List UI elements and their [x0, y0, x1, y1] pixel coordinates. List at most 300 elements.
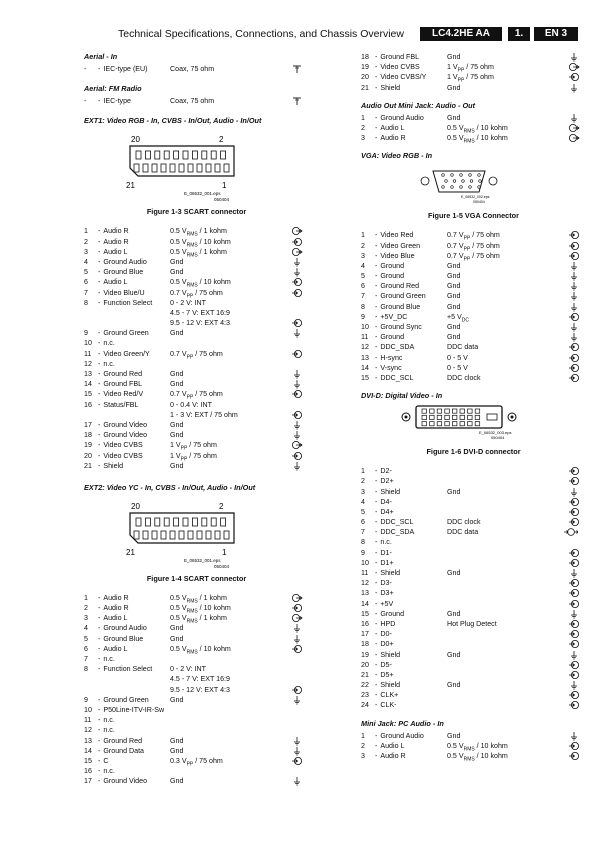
- vga-pin: [451, 186, 454, 189]
- pin-row: [84, 766, 309, 776]
- ground-icon: [568, 52, 580, 62]
- pin-signal-name: - P50Line-ITV-IR-Sw: [98, 705, 165, 714]
- pin-row: [361, 363, 586, 373]
- pin-row: [361, 113, 586, 123]
- pin-value: Gnd: [447, 650, 461, 659]
- dvi-pin: [430, 409, 435, 413]
- pin-number: 5: [84, 268, 88, 277]
- dvi-pin: [445, 409, 450, 413]
- signal-input-icon: [291, 451, 303, 461]
- dvi-pin: [422, 415, 427, 419]
- pin-row: [84, 64, 309, 74]
- pin-signal-name: - D3+: [375, 589, 394, 598]
- pin-signal-name: - D0+: [375, 640, 394, 649]
- scart-pin: [188, 164, 193, 172]
- pin-signal-name: - n.c.: [98, 359, 115, 368]
- pin-row: [84, 613, 309, 623]
- pin-number: 17: [84, 777, 92, 786]
- pin-signal-name: - Ground Green: [375, 292, 426, 301]
- pin-row: [84, 410, 309, 420]
- pin-label-text: D5+: [380, 670, 394, 679]
- signal-input-icon: [568, 548, 580, 558]
- pin-signal-name: - Ground FBL: [375, 53, 420, 61]
- pin-signal-name: - Video Red/V: [98, 390, 144, 399]
- scart-pin: [161, 164, 166, 172]
- pin-label-text: D1-: [380, 548, 392, 557]
- pc-audio-table: [361, 731, 586, 762]
- pin-number: 15: [84, 390, 92, 399]
- scart-pin: [134, 164, 139, 172]
- pin-value: 1 - 3 V: EXT / 75 ohm: [170, 410, 238, 419]
- pin-signal-name: - Ground Video: [98, 431, 148, 440]
- pin-value: 0.5 $V_{RMS} / 1$ kohm: [170, 227, 227, 238]
- pin-signal-name: - Ground Red: [98, 370, 143, 378]
- pin-row: [361, 629, 586, 639]
- signal-output-icon: [291, 593, 303, 603]
- pin-row: [84, 603, 309, 613]
- pin-signal-name: - Audio L: [375, 741, 405, 750]
- signal-input-icon: [291, 644, 303, 654]
- pin-signal-name: - Shield: [375, 681, 401, 690]
- pin-number: 11: [84, 716, 92, 725]
- pin-number: 4: [361, 497, 365, 506]
- pin-label-text: Ground Video: [103, 431, 148, 440]
- scart-pin: [206, 164, 211, 172]
- scart-pin: [202, 518, 207, 526]
- ground-icon: [291, 746, 303, 756]
- pin-value: Gnd: [170, 431, 184, 440]
- antenna-icon: [291, 96, 303, 106]
- pin-label-text: Audio R: [103, 593, 129, 602]
- pin-signal-name: - Ground Data: [98, 746, 144, 755]
- signal-input-icon: [568, 342, 580, 352]
- pin-value: Coax, 75 ohm: [170, 97, 215, 106]
- pin-row: [361, 558, 586, 568]
- pin-row: [361, 680, 586, 690]
- pin-number: 13: [361, 353, 369, 362]
- figure-date-label: 050404: [473, 200, 485, 205]
- pin-signal-name: - DDC_SDA: [375, 528, 415, 537]
- pin-label-text: D3-: [380, 579, 392, 588]
- signal-input-icon: [291, 288, 303, 298]
- antenna-icon: [291, 64, 303, 74]
- pin-row: [84, 685, 309, 695]
- pin-signal-name: - D5+: [375, 670, 394, 679]
- left-column: [84, 52, 309, 786]
- vga-figure: [361, 163, 586, 207]
- signal-input-icon: [568, 670, 580, 680]
- signal-input-icon: [568, 251, 580, 261]
- pin-number: -: [84, 65, 87, 73]
- scart-pin: [179, 164, 184, 172]
- pin-number: 14: [84, 380, 92, 389]
- pin-number: 7: [361, 292, 365, 301]
- scart-pin: [136, 151, 141, 159]
- pin-row: [361, 619, 586, 629]
- pin-label-text: DDC_SDA: [380, 528, 415, 537]
- pin-row: [84, 400, 309, 410]
- pin-label-text: Ground Audio: [380, 731, 424, 740]
- pin-label-text: Video Green/Y: [103, 349, 150, 358]
- scart-connector-diagram: [84, 128, 309, 203]
- vga-pin: [442, 174, 445, 177]
- pin-label-text: Audio L: [103, 614, 128, 623]
- pin-value: 0.5 $V_{RMS} / 1$ kohm: [170, 593, 227, 605]
- pin-signal-name: - Video Blue: [375, 251, 415, 260]
- pin-label-text: Shield: [380, 487, 401, 496]
- pin-label-text: Ground FBL: [380, 53, 420, 61]
- pin-value: 0.5 $V_{RMS} / 10$ kohm: [170, 604, 231, 615]
- scart-outline: [130, 146, 234, 176]
- pin-row: [84, 715, 309, 725]
- scart-pin: [174, 151, 179, 159]
- pin-label-text: V-sync: [380, 363, 402, 372]
- scart-pin: [152, 164, 157, 172]
- dvi-pin: [468, 415, 473, 419]
- scart-pin: [211, 518, 216, 526]
- pin-value: Gnd: [170, 461, 184, 470]
- signal-input-icon: [568, 517, 580, 527]
- pin-label-text: D5-: [380, 660, 392, 669]
- pin-row: [84, 746, 309, 756]
- pin-value: 0.7 $V_{PP} / 75$ ohm: [170, 349, 223, 361]
- dvi-pin: [422, 422, 427, 426]
- ground-icon: [291, 379, 303, 389]
- pin-row: [361, 650, 586, 660]
- signal-input-icon: [291, 389, 303, 399]
- signal-input-icon: [291, 237, 303, 247]
- signal-input-icon: [568, 497, 580, 507]
- pin-row: [84, 288, 309, 298]
- vga-pin: [469, 174, 472, 177]
- scart-pin: [197, 164, 202, 172]
- pin-label-text: +5V: [380, 599, 394, 608]
- scart-pin: [215, 531, 220, 539]
- pin-signal-name: - CLK+: [375, 691, 399, 700]
- pin-label-text: C: [103, 756, 109, 765]
- pin-label-text: Ground Red: [103, 370, 143, 378]
- pin-row: [361, 312, 586, 322]
- pin-row: [361, 302, 586, 312]
- dvi-pin: [452, 409, 457, 413]
- dvi-pin: [430, 415, 435, 419]
- pin-row: [361, 751, 586, 761]
- pin-signal-name: - DDC_SCL: [375, 518, 414, 527]
- pin-number: 19: [361, 650, 369, 659]
- pin-number: 1: [361, 231, 365, 240]
- ground-icon: [291, 695, 303, 705]
- pin-value: Gnd: [170, 746, 184, 755]
- pin-label-text: +5V_DC: [380, 312, 408, 321]
- signal-input-icon: [568, 619, 580, 629]
- pin-value: Gnd: [447, 261, 461, 270]
- pin-row: [84, 369, 309, 379]
- vga-pin: [479, 180, 482, 183]
- pin-row: [84, 349, 309, 359]
- pin-signal-name: - Audio L: [375, 123, 405, 132]
- dvi-pin: [468, 422, 473, 426]
- pin-row: [361, 527, 586, 537]
- pin-number: 16: [361, 619, 369, 628]
- pin-value: Gnd: [170, 695, 184, 704]
- pin-value: 0.5 $V_{RMS} / 1$ kohm: [170, 614, 227, 625]
- pin-row: [361, 322, 586, 332]
- model-badge: LC4.2HE AA: [420, 27, 502, 41]
- pin-number: 13: [361, 589, 369, 598]
- dvi-pin: [445, 415, 450, 419]
- ground-icon: [291, 461, 303, 471]
- aerial-fm-table: [84, 96, 309, 106]
- pin-label-text: Ground Audio: [103, 624, 147, 633]
- pin-label-text: D0+: [380, 640, 394, 649]
- signal-input-icon: [568, 507, 580, 517]
- pin-number: 18: [361, 640, 369, 649]
- pin-number: 22: [361, 681, 369, 690]
- pin-number: 19: [84, 441, 92, 450]
- ground-icon: [568, 680, 580, 690]
- signal-input-icon: [568, 741, 580, 751]
- pin-value: Gnd: [170, 329, 184, 338]
- pin-signal-name: - Shield: [375, 650, 401, 659]
- pin-signal-name: - Audio L: [98, 278, 128, 287]
- pin-label-text: Ground: [380, 261, 405, 270]
- dvi-pin-table: [361, 466, 586, 711]
- figure-file-label: E_06532_001.eps: [184, 557, 221, 563]
- pin-row: [84, 328, 309, 338]
- pin-value: Gnd: [170, 634, 184, 643]
- pin-row: [361, 670, 586, 680]
- pin-row: [361, 507, 586, 517]
- pin-row: [361, 251, 586, 261]
- pin-number: 24: [361, 701, 369, 710]
- figure-file-label: E_06532_002.eps: [461, 195, 490, 200]
- pin-signal-name: - +5V_DC: [375, 312, 408, 321]
- pin-row: [361, 517, 586, 527]
- pin-row: [84, 776, 309, 786]
- pin-value: 4.5 - 7 V: EXT 16:9: [170, 308, 230, 317]
- pin-row: [84, 623, 309, 633]
- ground-icon: [291, 369, 303, 379]
- pin-signal-name: - Ground Video: [98, 420, 148, 429]
- pin-signal-name: - D4-: [375, 497, 392, 506]
- pin-row: [361, 741, 586, 751]
- figure-caption: Figure 1-5 VGA Connector: [428, 211, 519, 221]
- pin-label-text: D2-: [380, 467, 392, 476]
- pin-signal-name: - Ground Red: [98, 736, 143, 745]
- pin-number: 2: [84, 237, 88, 246]
- dvi-pin: [475, 409, 480, 413]
- pin-label-text: Ground Data: [103, 746, 144, 755]
- pin-number: 1: [361, 467, 365, 476]
- signal-output-icon: [568, 62, 580, 72]
- pin-value: 0.5 $V_{RMS} / 1$ kohm: [170, 247, 227, 259]
- pin-row: [84, 440, 309, 450]
- dvi-pin: [475, 422, 480, 426]
- ground-icon: [568, 650, 580, 660]
- pin-row: [84, 257, 309, 267]
- section-title-audio-out: Audio Out Mini Jack: Audio - Out: [361, 100, 476, 110]
- pin-label-text: Video CVBS/Y: [380, 73, 427, 82]
- pin-number: 13: [84, 736, 92, 745]
- pin-row: [84, 674, 309, 684]
- pin-signal-name: - n.c.: [375, 538, 392, 547]
- pin-row: [361, 123, 586, 133]
- pin-row: [361, 660, 586, 670]
- ground-icon: [568, 291, 580, 301]
- pin-number: 10: [361, 323, 369, 331]
- vga-pin-table: [361, 230, 586, 383]
- pin-signal-name: - Audio L: [98, 614, 128, 623]
- vga-pins: [442, 174, 482, 189]
- signal-output-icon: [291, 440, 303, 450]
- pin-number: 15: [84, 756, 92, 765]
- pin-signal-name: - Function Select: [98, 298, 153, 307]
- pin-label-text: Ground Audio: [103, 257, 147, 266]
- signal-input-icon: [568, 751, 580, 761]
- dvi-pin: [437, 409, 442, 413]
- scart-pin: [211, 151, 216, 159]
- pin-label-text: D3+: [380, 589, 394, 598]
- pin-number: 5: [361, 507, 365, 516]
- pin-label-text: Function Select: [103, 665, 153, 674]
- pin-row: [84, 247, 309, 257]
- pin-row: [84, 267, 309, 277]
- pin-label-text: D1+: [380, 558, 394, 567]
- pin-signal-name: - +5V: [375, 599, 394, 608]
- pin-signal-name: - Ground Blue: [98, 634, 144, 643]
- pin-label-text: DDC_SCL: [380, 518, 414, 527]
- section-title-aerial-fm: Aerial: FM Radio: [84, 84, 142, 94]
- scart-pin: [161, 531, 166, 539]
- pin-number: 2: [361, 241, 365, 250]
- pin-row: [361, 599, 586, 609]
- pin-label-text: Shield: [380, 650, 401, 659]
- pin-row: [361, 353, 586, 363]
- pin-label-text: Shield: [103, 461, 124, 470]
- ground-icon: [568, 487, 580, 497]
- pin-label-text: Ground Green: [103, 329, 149, 338]
- pin-label-text: Ground FBL: [103, 380, 143, 389]
- pin-label-text: Ground Video: [103, 420, 148, 429]
- scart-pin: [188, 531, 193, 539]
- figure-date-label: 050404: [214, 197, 230, 203]
- pin-row: [361, 537, 586, 547]
- figure-date-label: 050404: [491, 435, 505, 441]
- pin-row: [84, 451, 309, 461]
- pin-row: [361, 690, 586, 700]
- signal-input-icon: [568, 363, 580, 373]
- pin-label: 2: [219, 501, 224, 511]
- pin-value: Gnd: [170, 268, 184, 277]
- pin-row-top: [136, 518, 226, 526]
- pin-label-text: Ground Blue: [103, 634, 144, 643]
- pin-row: [84, 338, 309, 348]
- section-title-ext2: EXT2: Video YC - In, CVBS - In/Out, Audio - In/Out: [84, 482, 256, 492]
- pin-number: 12: [361, 579, 369, 588]
- pin-signal-name: - Audio L: [98, 644, 128, 653]
- pin-number: 5: [361, 272, 365, 281]
- pin-number: 19: [361, 63, 369, 72]
- vga-pin: [460, 174, 463, 177]
- pin-signal-name: - Video Red: [375, 231, 414, 240]
- scart-pin: [202, 151, 207, 159]
- dvi-pin: [445, 422, 450, 426]
- pin-row: [84, 430, 309, 440]
- pin-row: [361, 261, 586, 271]
- pin-label-text: Audio L: [103, 644, 128, 653]
- pin-row: [361, 52, 586, 62]
- pin-signal-name: - IEC-type (EU): [98, 65, 148, 73]
- pin-signal-name: - Ground Audio: [375, 731, 424, 740]
- vga-pin: [442, 186, 445, 189]
- scart-pin: [170, 531, 175, 539]
- pin-signal-name: - Ground Green: [98, 329, 149, 338]
- scart-pin: [215, 164, 220, 172]
- pin-signal-name: - IEC-type: [98, 97, 131, 106]
- pin-signal-name: - Audio R: [375, 752, 406, 760]
- pin-value: Gnd: [170, 624, 184, 633]
- pin-number: 5: [84, 634, 88, 643]
- pin-signal-name: - Ground: [375, 609, 405, 618]
- pin-signal-name: - D3-: [375, 579, 392, 588]
- pin-label-text: D4+: [380, 507, 394, 516]
- pin-row: [84, 664, 309, 674]
- pin-row: [84, 725, 309, 735]
- pin-number: 9: [84, 329, 88, 338]
- pin-number: 17: [361, 630, 369, 639]
- signal-input-icon: [568, 660, 580, 670]
- pin-signal-name: - Ground FBL: [98, 380, 143, 389]
- pin-number: 10: [84, 705, 92, 714]
- pin-signal-name: - Ground Audio: [98, 257, 147, 266]
- section-title-vga: VGA: Video RGB - In: [361, 151, 433, 161]
- pin-number: 13: [84, 370, 92, 378]
- pin-label-text: CLK+: [380, 691, 399, 700]
- pin-signal-name: - n.c.: [98, 655, 115, 663]
- dvi-pin: [460, 415, 465, 419]
- pin-signal-name: - Shield: [375, 487, 401, 496]
- ground-icon: [568, 322, 580, 332]
- dvi-pins: [422, 409, 480, 426]
- pin-label-text: H-sync: [380, 353, 403, 362]
- pin-label-text: n.c.: [103, 726, 115, 735]
- pin-value: 0.7 $V_{PP} / 75$ ohm: [170, 390, 223, 401]
- dvi-connector-diagram: [361, 403, 586, 443]
- ext2-pin-table-continued: [361, 52, 586, 93]
- scart-pin: [224, 164, 229, 172]
- pin-signal-name: - Ground Audio: [98, 624, 147, 633]
- signal-input-icon: [291, 685, 303, 695]
- signal-input-icon: [568, 599, 580, 609]
- pin-value: 0.5 $V_{RMS} / 10$ kohm: [447, 134, 508, 145]
- pin-value: Gnd: [447, 731, 461, 740]
- ground-icon: [291, 267, 303, 277]
- pin-value: Gnd: [170, 257, 184, 266]
- right-column: [361, 52, 586, 761]
- pin-number: 4: [84, 257, 88, 266]
- pin-number: 11: [361, 569, 369, 577]
- pin-value: Gnd: [170, 777, 184, 786]
- pin-row: [361, 476, 586, 486]
- pin-number: 8: [361, 538, 365, 547]
- pin-number: 14: [84, 746, 92, 755]
- pin-row: [361, 497, 586, 507]
- pin-row: [84, 461, 309, 471]
- scart-pin: [206, 531, 211, 539]
- aerial-in-table: [84, 64, 309, 74]
- pin-signal-name: - D2-: [375, 467, 392, 476]
- pin-row: [361, 133, 586, 143]
